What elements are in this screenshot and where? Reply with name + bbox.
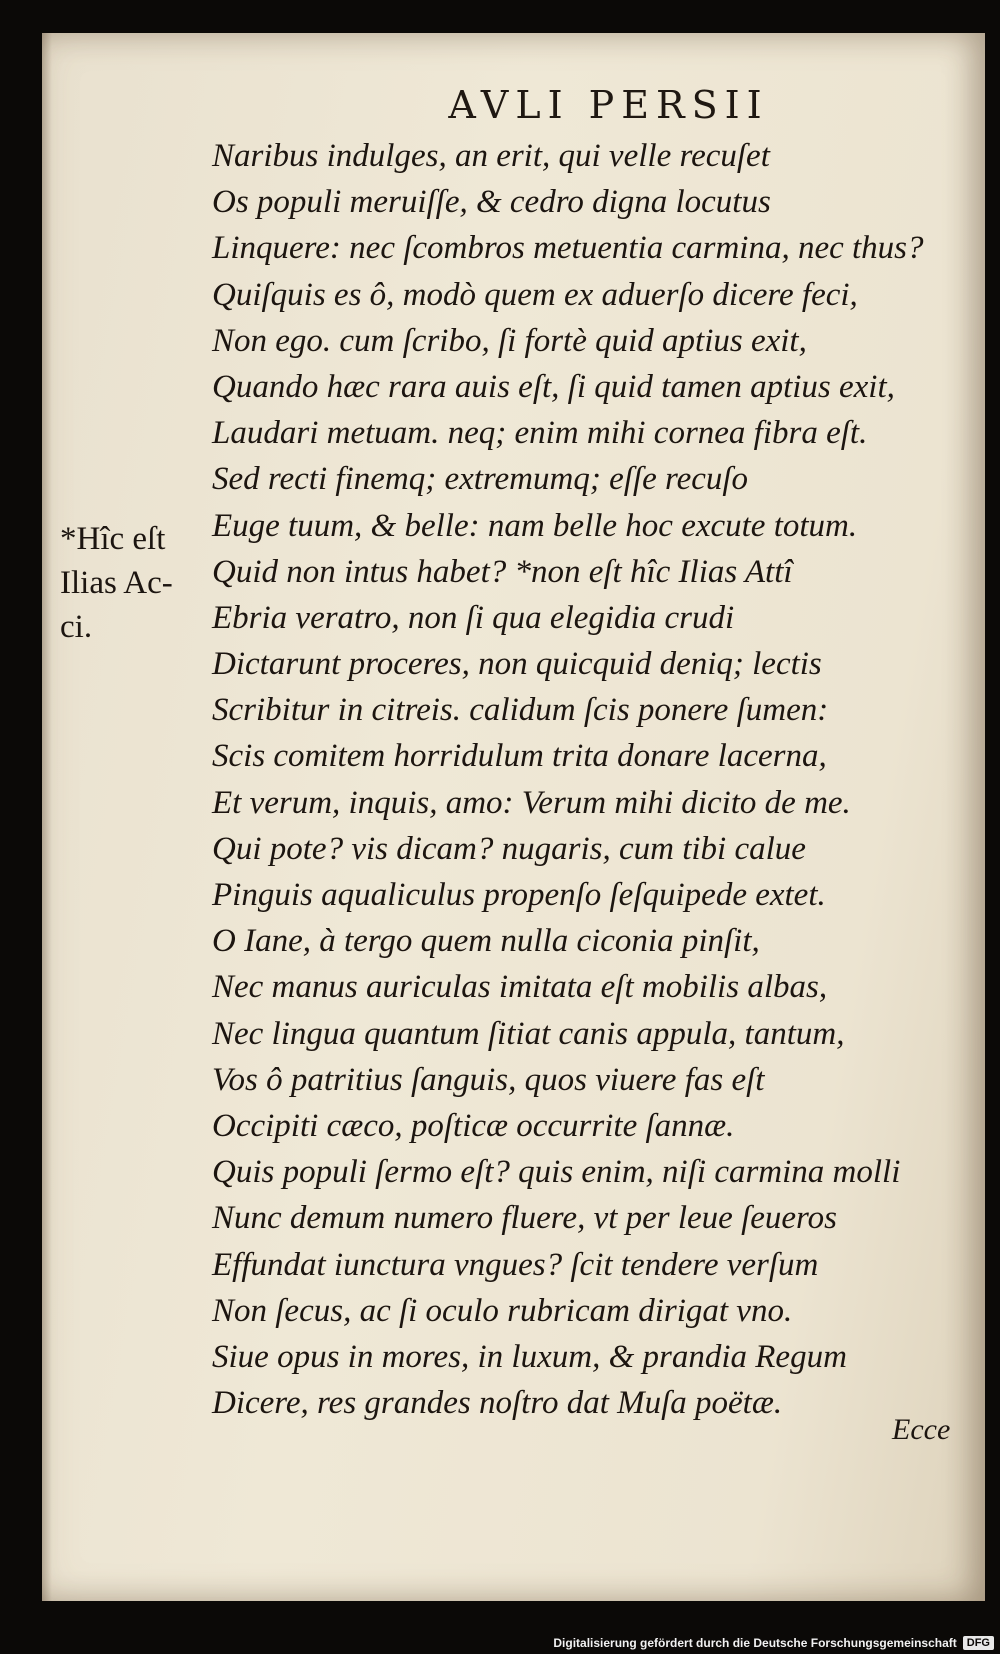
verse-line: Quando hæc rara auis eſt, ſi quid tamen aptius exit, <box>212 368 895 405</box>
verse-line: Quiſquis es ô, modò quem ex aduerſo dicere feci, <box>212 276 858 313</box>
verse-line: Occipiti cæco, poſticæ occurrite ſannæ. <box>212 1107 735 1144</box>
verse-line: Scribitur in citreis. calidum ſcis ponere ſumen: <box>212 692 829 729</box>
verse-line: Nec lingua quantum ſitiat canis appula, tantum, <box>212 1015 845 1052</box>
verse-line: Euge tuum, & belle: nam belle hoc excute totum. <box>212 507 858 544</box>
verse-line: Qui pote? vis dicam? nugaris, cum tibi calue <box>212 830 806 867</box>
marginal-note-line: ci. <box>60 609 93 645</box>
verse-line: Naribus indulges, an erit, qui velle recuſet <box>212 138 770 174</box>
verse-line: Et verum, inquis, amo: Verum mihi dicito de me. <box>212 784 851 821</box>
verse-line: Non ſecus, ac ſi oculo rubricam dirigat vno. <box>212 1292 793 1329</box>
verse-line: Siue opus in mores, in luxum, & prandia Regum <box>212 1338 847 1375</box>
funding-credit: Digitalisierung gefördert durch die Deutsche Forschungsgemeinschaft <box>553 1636 957 1650</box>
verse-line: Nunc demum numero fluere, vt per leue ſeueros <box>212 1200 838 1237</box>
catchword: Ecce <box>892 1413 951 1446</box>
digitization-footer <box>0 1632 1000 1654</box>
verse-text <box>212 133 952 1426</box>
marginal-note-line: Ilias Ac- <box>60 565 173 601</box>
running-title: AVLI PERSII <box>448 83 769 127</box>
verse-line: Sed recti finemq; extremumq; eſſe recuſo <box>212 461 749 498</box>
book-page <box>42 33 985 1601</box>
verse-line: Dictarunt proceres, non quicquid deniq; lectis <box>212 646 822 683</box>
marginal-note-line: *Hîc eſt <box>60 521 166 557</box>
verse-line: Quis populi ſermo eſt? quis enim, niſi carmina molli <box>212 1154 901 1191</box>
verse-line: Quid non intus habet? *non eſt hîc Ilias Attî <box>212 553 793 590</box>
verse-line: Os populi meruiſſe, & cedro digna locutus <box>212 184 771 221</box>
verse-line: Vos ô patritius ſanguis, quos viuere fas eſt <box>212 1061 765 1098</box>
marginal-note <box>60 517 210 649</box>
verse-line: O Iane, à tergo quem nulla ciconia pinſit, <box>212 923 760 960</box>
verse-line: Laudari metuam. neq; enim mihi cornea fibra eſt. <box>212 415 868 452</box>
verse-line: Ebria veratro, non ſi qua elegidia crudi <box>212 599 735 636</box>
dfg-logo-icon: DFG <box>963 1636 994 1650</box>
verse-line: Pinguis aqualiculus propenſo ſeſquipede extet. <box>212 877 826 913</box>
verse-line: Effundat iunctura vngues? ſcit tendere verſum <box>212 1246 819 1283</box>
verse-line: Scis comitem horridulum trita donare lacerna, <box>212 738 827 775</box>
verse-line: Nec manus auriculas imitata eſt mobilis albas, <box>212 969 828 1006</box>
verse-line: Non ego. cum ſcribo, ſi fortè quid aptius exit, <box>212 322 807 359</box>
verse-line: Linquere: nec ſcombros metuentia carmina, nec thus? <box>212 230 924 267</box>
verse-line: Dicere, res grandes noſtro dat Muſa poëtæ. <box>212 1385 783 1422</box>
